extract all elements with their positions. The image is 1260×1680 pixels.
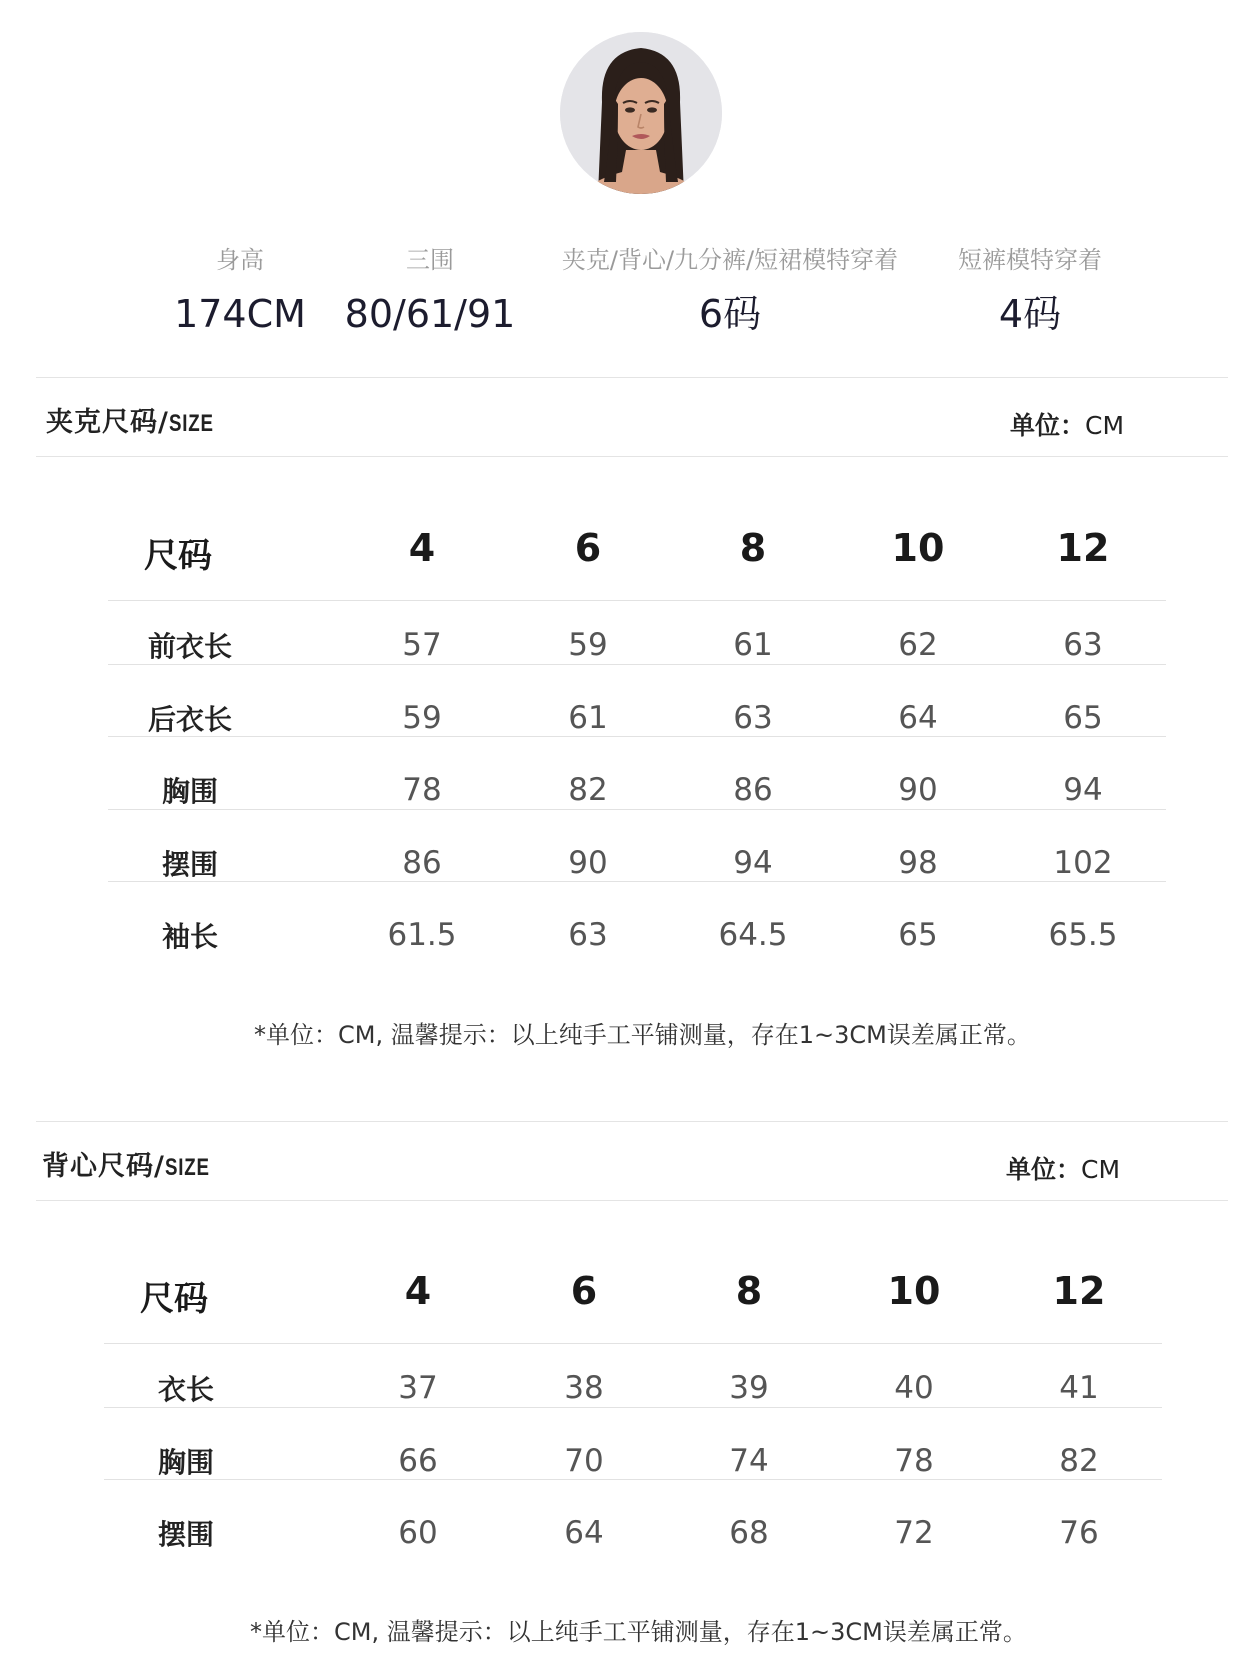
table-cell: 82 xyxy=(1059,1442,1099,1479)
table-cell: 65 xyxy=(1063,699,1103,736)
size-label: SIZE xyxy=(164,1154,210,1181)
table-cell: 63 xyxy=(733,699,773,736)
table-row-divider xyxy=(104,1479,1162,1480)
table-cell: 37 xyxy=(398,1370,438,1406)
table-cell: 76 xyxy=(1059,1515,1099,1551)
table-cell: 65 xyxy=(898,917,938,953)
table-row-divider xyxy=(108,881,1166,882)
vest-unit: 单位：CM xyxy=(1006,1155,1121,1184)
height-stat xyxy=(140,246,340,336)
row-label-2: 摆围 xyxy=(157,1518,214,1551)
height-value: 174CM xyxy=(174,292,306,336)
table-cell: 65.5 xyxy=(1048,917,1118,953)
table-cell: 59 xyxy=(402,699,442,736)
size-header-6: 6 xyxy=(570,1269,598,1313)
vest-measurement-note: *单位：CM, 温馨提示：以上纯手工平铺测量，存在1~3CM误差属正常。 xyxy=(250,1618,1027,1646)
table-cell: 63 xyxy=(1063,627,1103,663)
row-label-0: 前衣长 xyxy=(147,630,232,663)
table-cell: 78 xyxy=(894,1442,934,1479)
size-header-4: 4 xyxy=(408,526,436,570)
table-cell: 60 xyxy=(398,1515,438,1551)
size-header-6: 6 xyxy=(574,526,602,570)
divider xyxy=(36,456,1228,457)
size-label: SIZE xyxy=(168,410,214,437)
table-cell: 38 xyxy=(564,1370,604,1406)
table-cell: 94 xyxy=(1063,772,1103,808)
row-label-1: 胸围 xyxy=(157,1445,214,1479)
model-avatar xyxy=(560,32,722,194)
table-cell: 102 xyxy=(1053,844,1113,881)
measurements-stat xyxy=(330,246,530,336)
table-cell: 40 xyxy=(894,1370,934,1406)
table-cell: 90 xyxy=(898,772,938,808)
table-cell: 64 xyxy=(898,699,938,736)
size-header-label: 尺码 xyxy=(144,536,212,576)
table-cell: 61 xyxy=(733,627,773,663)
table-cell: 94 xyxy=(733,844,773,881)
table-cell: 66 xyxy=(398,1442,438,1479)
size-header-10: 10 xyxy=(887,1269,941,1313)
table-row-divider xyxy=(108,736,1166,737)
jacket-section-title: 夹克尺码/SIZE xyxy=(46,407,214,438)
table-row-divider xyxy=(104,1343,1162,1344)
divider xyxy=(36,1121,1228,1122)
table-cell: 59 xyxy=(568,627,608,663)
size-header-12: 12 xyxy=(1056,526,1110,570)
row-label-2: 胸围 xyxy=(161,775,218,808)
size-header-10: 10 xyxy=(891,526,945,570)
row-label-0: 衣长 xyxy=(157,1373,214,1406)
table-row-divider xyxy=(108,600,1166,601)
table-cell: 68 xyxy=(729,1515,769,1551)
table-cell: 61 xyxy=(568,699,608,736)
size-header-8: 8 xyxy=(735,1269,763,1313)
table-cell: 63 xyxy=(568,917,608,953)
table-cell: 64.5 xyxy=(718,917,788,953)
size-header-4: 4 xyxy=(404,1269,432,1313)
table-cell: 39 xyxy=(729,1370,769,1406)
table-row-divider xyxy=(108,809,1166,810)
jacket-unit: 单位：CM xyxy=(1010,411,1125,440)
shorts-worn-size-value: 4码 xyxy=(998,292,1062,336)
table-cell: 90 xyxy=(568,844,608,881)
model-portrait-icon xyxy=(560,32,722,194)
jacket-worn-size-label: 夹克/背心/九分裤/短裙模特穿着 xyxy=(561,246,899,274)
table-cell: 61.5 xyxy=(387,917,457,953)
jacket-worn-size-stat xyxy=(550,246,910,336)
jacket-worn-size-value: 6码 xyxy=(698,292,762,336)
table-row-divider xyxy=(104,1407,1162,1408)
table-cell: 98 xyxy=(898,844,938,881)
table-cell: 62 xyxy=(898,627,938,663)
shorts-worn-size-stat xyxy=(930,246,1130,336)
row-label-4: 袖长 xyxy=(161,920,218,953)
table-cell: 72 xyxy=(894,1515,934,1551)
divider xyxy=(36,377,1228,378)
table-row-divider xyxy=(108,664,1166,665)
measurements-value: 80/61/91 xyxy=(344,292,516,336)
table-cell: 82 xyxy=(568,772,608,808)
table-cell: 70 xyxy=(564,1442,604,1479)
row-label-3: 摆围 xyxy=(161,847,218,881)
height-label: 身高 xyxy=(216,246,264,274)
divider xyxy=(36,1200,1228,1201)
table-cell: 41 xyxy=(1059,1370,1099,1406)
row-label-1: 后衣长 xyxy=(147,702,232,736)
table-cell: 78 xyxy=(402,772,442,808)
measurements-label: 三围 xyxy=(406,246,454,274)
table-cell: 86 xyxy=(402,844,442,881)
shorts-worn-size-label: 短裤模特穿着 xyxy=(958,246,1102,274)
table-cell: 57 xyxy=(402,627,442,663)
table-cell: 86 xyxy=(733,772,773,808)
vest-section-title: 背心尺码/SIZE xyxy=(42,1151,210,1182)
table-cell: 64 xyxy=(564,1515,604,1551)
size-header-label: 尺码 xyxy=(140,1279,208,1319)
size-header-12: 12 xyxy=(1052,1269,1106,1313)
table-cell: 74 xyxy=(729,1442,769,1479)
size-header-8: 8 xyxy=(739,526,767,570)
jacket-measurement-note: *单位：CM, 温馨提示：以上纯手工平铺测量，存在1~3CM误差属正常。 xyxy=(254,1021,1031,1049)
